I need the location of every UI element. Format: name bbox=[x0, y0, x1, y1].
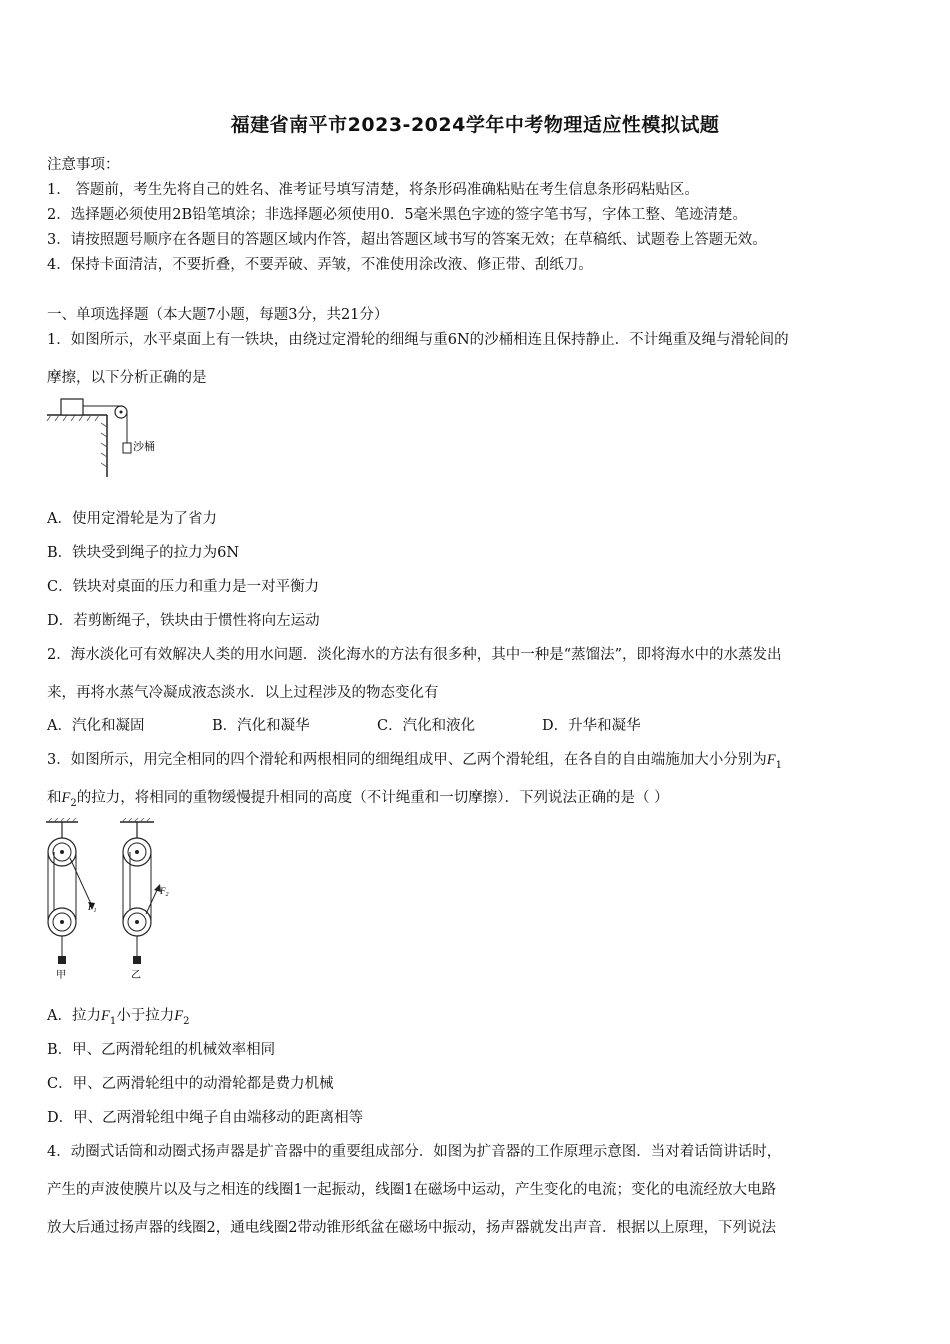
q3-option-d[interactable]: D．甲、乙两滑轮组中绳子自由端移动的距离相等 bbox=[47, 1110, 364, 1126]
notice-heading: 注意事项： bbox=[47, 157, 120, 173]
force-label-f1: $F_1$ bbox=[88, 902, 97, 914]
q4-stem-line3: 放大后通过扬声器的线圈2，通电线圈2带动锥形纸盆在磁场中振动，扬声器就发出声音．根据以上原理，下列说法 bbox=[47, 1220, 776, 1236]
label-jia: 甲 bbox=[56, 970, 66, 981]
label-yi: 乙 bbox=[131, 970, 141, 981]
q3-option-b[interactable]: B．甲、乙两滑轮组的机械效率相同 bbox=[47, 1042, 276, 1058]
notice-item-3: 3．请按照题号顺序在各题目的答题区域内作答，超出答题区域书写的答案无效；在草稿纸、试题卷上答题无效。 bbox=[47, 232, 767, 248]
q4-stem-line2: 产生的声波使膜片以及与之相连的线圈1一起振动，线圈1在磁场中运动，产生变化的电流；变化的电流经放大电路 bbox=[47, 1182, 776, 1198]
sand-bucket-label: 沙桶 bbox=[133, 440, 155, 453]
pulley-system-yi bbox=[120, 818, 169, 981]
page-title: 福建省南平市2023-2024学年中考物理适应性模拟试题 bbox=[230, 114, 720, 136]
q1-stem-line2: 摩擦，以下分析正确的是 bbox=[47, 370, 207, 386]
notice-item-4: 4．保持卡面清洁，不要折叠，不要弄破、弄皱，不准使用涂改液、修正带、刮纸刀。 bbox=[47, 257, 593, 273]
q4-stem-line1: 4．动圈式话筒和动圈式扬声器是扩音器中的重要组成部分．如图为扩音器的工作原理示意图．当对着话筒讲话时， bbox=[47, 1144, 782, 1160]
iron-block bbox=[61, 399, 83, 415]
q2-option-a[interactable]: A．汽化和凝固 bbox=[47, 718, 145, 734]
q3-pulley-systems-figure bbox=[40, 818, 180, 988]
q3-option-c[interactable]: C．甲、乙两滑轮组中的动滑轮都是费力机械 bbox=[47, 1076, 334, 1092]
notice-item-1: 1． 答题前，考生先将自己的姓名、准考证号填写清楚，将条形码准确粘贴在考生信息条形码粘贴区。 bbox=[47, 182, 699, 198]
notice-item-2: 2．选择题必须使用2B铅笔填涂；非选择题必须使用0．5毫米黑色字迹的签字笔书写，字体工整、笔迹清楚。 bbox=[47, 207, 748, 223]
q2-stem-line1: 2．海水淡化可有效解决人类的用水问题．淡化海水的方法有很多种，其中一种是“蒸馏法”，即将海水中的水蒸发出 bbox=[47, 647, 782, 663]
section-heading: 一、单项选择题（本大题7小题，每题3分，共21分） bbox=[47, 307, 389, 323]
q1-option-c[interactable]: C．铁块对桌面的压力和重力是一对平衡力 bbox=[47, 579, 320, 595]
sand-bucket bbox=[123, 443, 131, 453]
q1-option-a[interactable]: A．使用定滑轮是为了省力 bbox=[47, 511, 217, 527]
weight-yi bbox=[133, 956, 141, 964]
q3-stem-line2: 和$F_2$的拉力，将相同的重物缓慢提升相同的高度（不计绳重和一切摩擦）．下列说法正确的是（ ） bbox=[47, 790, 669, 809]
q1-stem-line1: 1．如图所示，水平桌面上有一铁块，由绕过定滑轮的细绳与重6N的沙桶相连且保持静止．不计绳重及绳与滑轮间的 bbox=[47, 332, 789, 348]
q2-option-d[interactable]: D．升华和凝华 bbox=[542, 718, 641, 734]
q3-option-a[interactable]: A．拉力$F_1$小于拉力$F_2$ bbox=[47, 1008, 190, 1027]
pulley-system-jia bbox=[46, 818, 97, 981]
q2-options bbox=[47, 714, 707, 735]
q1-option-b[interactable]: B．铁块受到绳子的拉力为6N bbox=[47, 545, 240, 561]
q1-pulley-table-figure bbox=[45, 393, 165, 479]
q1-option-d[interactable]: D．若剪断绳子，铁块由于惯性将向左运动 bbox=[47, 613, 320, 629]
weight-jia bbox=[58, 956, 66, 964]
force-label-f2: $F_2$ bbox=[160, 886, 169, 898]
q3-stem-line1: 3．如图所示，用完全相同的四个滑轮和两根相同的细绳组成甲、乙两个滑轮组，在各自的自由端施加大小分别为$F_1$ bbox=[47, 752, 782, 771]
table-surface bbox=[47, 415, 107, 477]
q2-stem-line2: 来，再将水蒸气冷凝成液态淡水．以上过程涉及的物态变化有 bbox=[47, 685, 439, 701]
q2-option-b[interactable]: B．汽化和凝华 bbox=[212, 718, 310, 734]
q2-option-c[interactable]: C．汽化和液化 bbox=[377, 718, 476, 734]
